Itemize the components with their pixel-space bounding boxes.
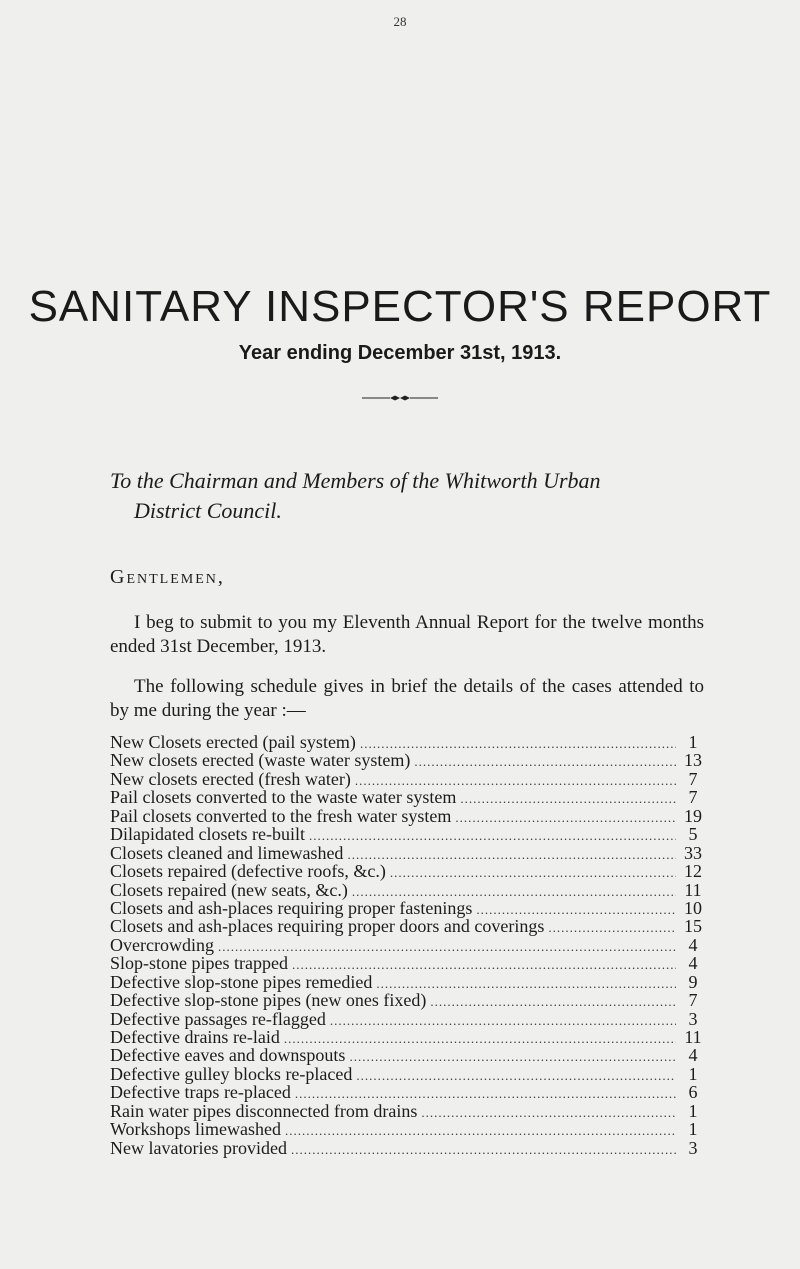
- addressee-line-2: District Council.: [134, 498, 282, 523]
- dot-leader: [390, 864, 676, 882]
- report-title: SANITARY INSPECTOR'S REPORT: [28, 282, 772, 331]
- schedule-item-label: Pail closets converted to the fresh water system: [110, 805, 452, 826]
- schedule-item-count: 3: [688, 1008, 698, 1029]
- schedule-item-label: New closets erected (fresh water): [110, 768, 351, 789]
- schedule-list: [110, 733, 706, 1157]
- dot-leader: [285, 1122, 676, 1140]
- schedule-item: [110, 788, 706, 806]
- schedule-item-label: Closets and ash-places requiring proper fastenings: [110, 897, 473, 918]
- schedule-item: [110, 1065, 706, 1083]
- addressee: [110, 466, 730, 526]
- schedule-item-label: New lavatories provided: [110, 1137, 287, 1158]
- schedule-item: [110, 1139, 706, 1157]
- dot-leader: [430, 993, 676, 1011]
- dot-leader: [455, 809, 676, 827]
- schedule-item-label: Closets repaired (new seats, &c.): [110, 879, 348, 900]
- schedule-item-count: 33: [684, 842, 702, 863]
- schedule-item-count: 4: [688, 1045, 698, 1066]
- page-number: 28: [393, 14, 407, 29]
- schedule-item-count: 11: [684, 879, 702, 900]
- schedule-item-count: 9: [688, 971, 698, 992]
- schedule-item-label: Closets and ash-places requiring proper doors and coverings: [110, 916, 545, 937]
- schedule-item-count: 5: [688, 824, 698, 845]
- schedule-item-count: 11: [684, 1027, 702, 1047]
- schedule-item: [110, 1010, 706, 1028]
- schedule-item: [110, 1083, 706, 1101]
- schedule-item-label: Defective eaves and downspouts: [110, 1045, 346, 1066]
- schedule-intro-paragraph: The following schedule gives in brief the details of the cases attended to by me during the year :—: [110, 676, 704, 721]
- schedule-item-count: 1: [688, 1119, 698, 1140]
- schedule-item-count: 7: [688, 787, 698, 808]
- schedule-item: [110, 733, 706, 751]
- schedule-item: [110, 917, 706, 935]
- schedule-item-label: Closets repaired (defective roofs, &c.): [110, 861, 386, 882]
- dot-leader: [347, 846, 676, 864]
- schedule-item-label: Defective slop-stone pipes (new ones fixed): [110, 990, 427, 1011]
- schedule-item-count: 1: [688, 732, 698, 752]
- schedule-item-count: 13: [684, 750, 702, 771]
- schedule-item: [110, 973, 706, 991]
- schedule-item-count: 3: [688, 1137, 698, 1158]
- schedule-item-count: 12: [684, 861, 702, 882]
- schedule-item: [110, 751, 706, 769]
- schedule-item: [110, 1102, 706, 1120]
- schedule-item-count: 7: [688, 768, 698, 789]
- schedule-item: [110, 1046, 706, 1064]
- schedule-item: [110, 881, 706, 899]
- dot-leader: [548, 919, 676, 937]
- schedule-item-count: 4: [688, 934, 698, 955]
- schedule-item-label: Closets cleaned and limewashed: [110, 842, 344, 863]
- schedule-item-label: Dilapidated closets re-built: [110, 824, 305, 845]
- schedule-item: [110, 825, 706, 843]
- schedule-item-label: Pail closets converted to the waste water system: [110, 787, 457, 808]
- schedule-item-label: Defective drains re-laid: [110, 1027, 280, 1047]
- schedule-item-count: 6: [688, 1082, 698, 1103]
- schedule-item-count: 10: [684, 897, 702, 918]
- schedule-item: [110, 936, 706, 954]
- schedule-item: [110, 899, 706, 917]
- schedule-item: [110, 770, 706, 788]
- dot-leader: [421, 1104, 676, 1122]
- dot-leader: [460, 790, 676, 808]
- schedule-item: [110, 862, 706, 880]
- schedule-item: [110, 954, 706, 972]
- schedule-item-count: 1: [688, 1100, 698, 1121]
- schedule-item-label: New Closets erected (pail system): [110, 732, 356, 752]
- addressee-line-1: To the Chairman and Members of the Whitworth Urban: [110, 468, 601, 493]
- schedule-item: [110, 1028, 706, 1046]
- schedule-item: [110, 844, 706, 862]
- dot-leader: [349, 1048, 676, 1066]
- report-subtitle: Year ending December 31st, 1913.: [238, 342, 562, 364]
- dot-leader: [414, 753, 676, 771]
- schedule-item-label: Workshops limewashed: [110, 1119, 282, 1140]
- schedule-item-label: Defective gulley blocks re-placed: [110, 1063, 353, 1084]
- schedule-item-count: 7: [688, 990, 698, 1011]
- dot-leader: [330, 1012, 676, 1030]
- dot-leader: [356, 1067, 676, 1085]
- schedule-item-label: Defective slop-stone pipes remedied: [110, 971, 373, 992]
- schedule-item-label: New closets erected (waste water system): [110, 750, 411, 771]
- schedule-item-label: Overcrowding: [110, 934, 214, 955]
- schedule-item-count: 4: [688, 953, 698, 974]
- ornament-divider: [362, 393, 438, 403]
- schedule-item-count: 1: [688, 1063, 698, 1084]
- schedule-item-label: Rain water pipes disconnected from drains: [110, 1100, 418, 1121]
- schedule-item: [110, 1120, 706, 1138]
- schedule-item-count: 19: [684, 805, 702, 826]
- dot-leader: [309, 827, 676, 845]
- schedule-item: [110, 807, 706, 825]
- schedule-item-label: Defective traps re-placed: [110, 1082, 291, 1103]
- schedule-item-count: 15: [684, 916, 702, 937]
- schedule-item: [110, 991, 706, 1009]
- intro-paragraph: I beg to submit to you my Eleventh Annual Report for the twelve months ended 31st December, 1913.: [110, 612, 704, 657]
- schedule-item-label: Defective passages re-flagged: [110, 1008, 326, 1029]
- schedule-item-label: Slop-stone pipes trapped: [110, 953, 288, 974]
- salutation: Gentlemen,: [110, 566, 225, 588]
- dot-leader: [291, 1141, 676, 1159]
